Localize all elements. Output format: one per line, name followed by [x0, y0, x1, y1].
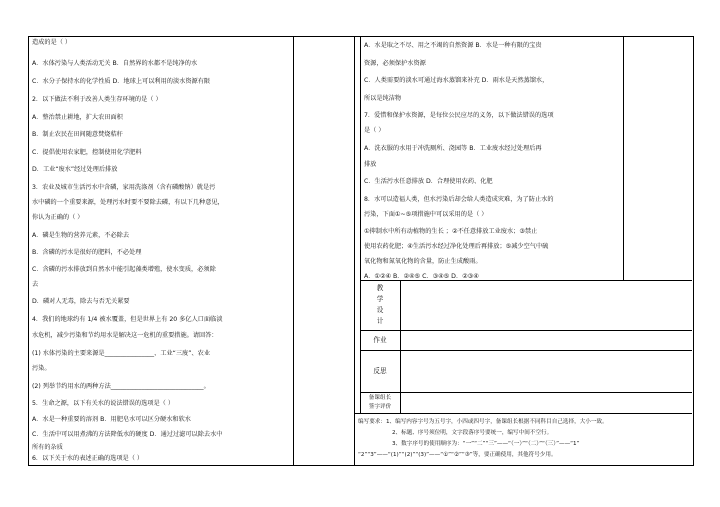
reflection-label: 反思 — [373, 367, 387, 375]
text-line: 资源，必须保护水资源 — [364, 60, 426, 67]
text-line: B．制止农民在田间随意焚烧秸秆 — [32, 131, 123, 138]
text-line: C．人类需要的淡水可通过海水蒸馏来补充 D．雨水是天然蒸馏水， — [364, 77, 549, 84]
text-line: B．含磷的污水是很好的肥料，不必处理 — [32, 249, 142, 256]
text-line: 所以是纯洁物 — [364, 95, 402, 102]
text-line: 污染，下面①~⑤项措施中可以采用的是（ ） — [364, 211, 488, 218]
text-line: 你认为正确的（ ） — [32, 214, 84, 221]
text-line: 7．爱惜和保护水资源，是每位公民应尽的义务，以下做法错误的选项 — [364, 112, 554, 119]
text-line: 4．我们的地球约有 1/4 被水覆盖，但是世界上有 20 多亿人口面临淡 — [32, 316, 223, 323]
text-line: A．水是取之不尽、用之不竭的自然资源 B．水是一种有限的宝贵 — [364, 42, 542, 49]
table-rule-5 — [354, 413, 692, 414]
homework-label: 作业 — [373, 336, 387, 344]
text-line: 去 — [32, 281, 39, 288]
text-line: C．生活中可以用煮沸的方法降低水的硬度 D．通过过滤可以除去水中 — [32, 431, 223, 438]
note-line: 2、标题、序号须位明，文字段落序号要统一，编写中间不空行。 — [392, 430, 553, 436]
text-line: 污染。 — [32, 365, 51, 372]
note-line: “2”“3”——“(1)”“(2)”“(3)”——“①”“②”“③”等，要正确使用，其他符号少用。 — [358, 452, 557, 458]
text-line: 是（ ） — [364, 127, 385, 134]
text-line: (1) 水体污染的主要来源是________________、工业“三废”、农业 — [32, 350, 211, 357]
text-line: 氧化物和氮氧化物的含量，防止生成酸雨。 — [364, 258, 482, 265]
text-line: A．洗衣服的水用于冲洗厕所、浇园等 B．工业废水经过处理后再 — [364, 145, 542, 152]
center-gutter-right — [360, 36, 361, 413]
teaching-design-label: 教 学 设 计 — [376, 284, 384, 325]
left-col-divider — [293, 36, 294, 466]
text-line: (2) 列举节约用水的两种方法______________________________。 — [32, 383, 210, 390]
text-line: 水中磷的一个重要来源，处理污水时要不要除去磷，有以下几种意见， — [32, 199, 224, 206]
text-line: 6．以下关于水的表述正确的选项是（ ） — [32, 455, 144, 462]
note-line: 3、数字序号的使用顺序为：“一”“二”“三”——“（一）”“（二）”“（三）”——“1” — [392, 441, 580, 447]
text-line: 5．生命之源，以下有关水的说法错误的选项是（ ） — [32, 400, 175, 407]
text-line: 排放 — [364, 161, 377, 168]
center-gutter-left — [354, 36, 355, 466]
text-line: A．水是一种重要的溶剂 B．用肥皂水可以区分硬水和软水 — [32, 416, 191, 423]
note-line: 编写要求：1、编写内容字号为五号字，小四或四号字，备课组长根据不同科目自己选择，大小一致。 — [358, 419, 608, 425]
table-rule-3 — [360, 350, 692, 351]
text-line: 2．以下做法不利于改善人类生存环境的是（ ） — [32, 96, 162, 103]
text-line: C．水分子保持水的化学性质 D．地球上可以利用的淡水资源有限 — [32, 78, 211, 85]
text-line: 水危机，减少污染和节约用水是解决这一危机的重要措施。请回答： — [32, 332, 218, 339]
text-line: A．①②④ B．②④⑤ C．③④⑤ D．②③④ — [364, 273, 479, 280]
label-col-divider — [400, 280, 401, 413]
text-line: C．含磷的污水排放到自然水中能引起藻类增殖，使水变质，必须除 — [32, 266, 216, 273]
text-line: 造成的是（ ） — [32, 39, 72, 46]
text-line: D．磷对人无毒，除去与否无关紧要 — [32, 298, 130, 305]
text-line: D．工业“废水”经过处理后排放 — [32, 166, 118, 173]
right-col-divider — [623, 36, 624, 280]
table-rule-2 — [360, 330, 692, 331]
text-line: A．整治禁止耕地，扩大农田面积 — [32, 114, 123, 121]
text-line: C．提倡使用农家肥，控制使用化学肥料 — [32, 149, 142, 156]
text-line: 所有的杂质 — [32, 444, 63, 451]
text-line: 使用农药化肥；④生活污水经过净化处理后再排放；⑤减少空气中硫 — [364, 243, 549, 250]
text-line: 3．农业及城市生活污水中含磷，家用洗涤剂（含有磷酸钠）就是污 — [32, 184, 216, 191]
review-signature-label: 备课组长 签字评价 — [368, 395, 392, 410]
text-line: C．生活污水任意排放 D．合理使用农药、化肥 — [364, 178, 493, 185]
text-line: 8．水可以造福人类，但水污染后却会给人类造成灾难，为了防止水的 — [364, 196, 554, 203]
text-line: ①抑制水中所有动植物的生长 ；②不任意排放工业废水；③禁止 — [364, 228, 538, 235]
table-rule-4 — [360, 392, 692, 393]
text-line: A．磷是生物的营养元素，不必除去 — [32, 232, 130, 239]
text-line: A．水体污染与人类活动无关 B．自然界的水都不是纯净的水 — [32, 60, 198, 67]
